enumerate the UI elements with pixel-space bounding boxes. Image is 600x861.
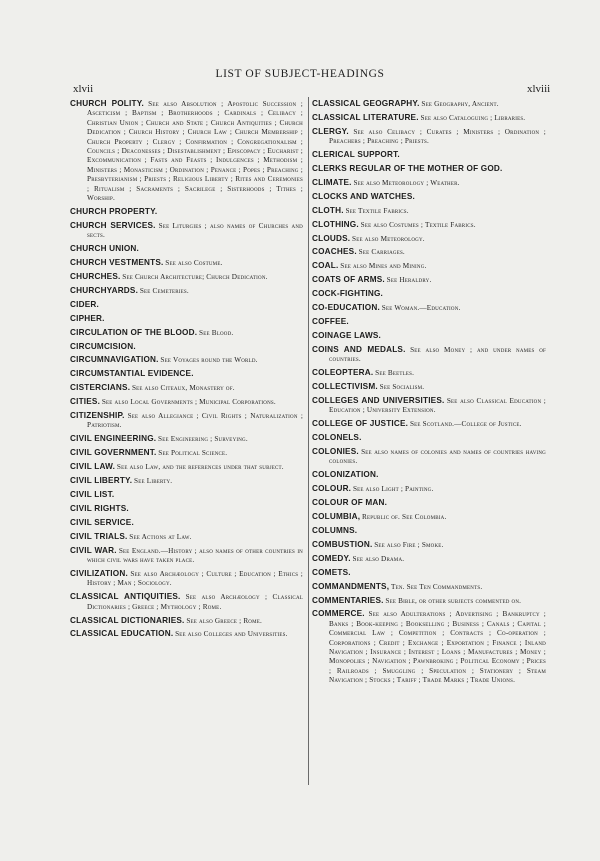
cross-reference: See Actions at Law. [129,532,192,541]
subject-heading: CHURCHYARDS. [70,285,139,295]
subject-heading: COMMENTARIES. [312,595,384,605]
cross-reference: See also Adulterations ; Advertising ; Bankruptcy ; Banks ; Book-keeping ; Bookselling ; Business ; Canals ; Capital ; Commercial Law ; Competition ; Contracts ; Co-operation ; Corporations ; Credit ; Exchange ; Exportation ; Finance ; Inland Navigation ; Insurance ; Interest ; Loans ; Manufactures ; Money ; Monopolies ; Navigation ; Pawnbroking ; Political Economy ; Prices ; Railroads ; Smuggling ; Speculation ; Stationery ; Steam Navigation ; Stocks ; Tariff ; Trade Marks ; Trade Unions. [329,610,547,685]
cross-reference: See Cemeteries. [139,286,189,295]
cross-reference: See also Citeaux, Monastery of. [131,384,235,393]
cross-reference: See Woman.—Education. [381,304,461,313]
subject-heading: CLASSICAL DICTIONARIES. [70,615,185,625]
index-entry [70,99,303,203]
index-entry [312,345,546,365]
subject-heading: CIPHER. [70,313,105,323]
index-entry [312,206,546,216]
subject-heading: CLOUDS. [312,233,351,243]
index-entry [312,609,546,685]
index-entry [70,546,303,566]
cross-reference: See also Money ; and under names of countries. [329,345,547,364]
subject-heading: COLUMNS. [312,526,358,535]
subject-heading: COMMANDMENTS, [312,581,390,591]
index-entry [70,629,303,639]
subject-heading: CHURCH UNION. [70,244,140,254]
subject-heading: COLOUR. [312,484,352,494]
index-entry [70,272,303,282]
cross-reference: See also Law, and the references under that subject. [116,463,284,472]
cross-reference: See also Colleges and Universities. [175,630,288,639]
subject-heading: CLERKS REGULAR OF THE MOTHER OF GOD. [312,164,503,174]
subject-heading: CHURCH SERVICES. [70,220,156,230]
subject-heading: COLONELS. [312,433,362,443]
index-entry [70,616,303,626]
index-entry [70,592,303,612]
subject-heading: CHURCH POLITY. [70,99,144,108]
subject-heading: CHURCHES. [70,272,121,281]
index-entry [312,220,546,230]
cross-reference: See Textile Fabrics. [345,206,409,215]
index-entry [312,447,546,467]
subject-heading: CLOTH. [312,205,344,215]
running-title: LIST OF SUBJECT-HEADINGS [215,68,385,80]
index-entry [312,396,546,416]
subject-heading: CLERICAL SUPPORT. [312,150,400,160]
cross-reference: See England.—History ; also names of other countries in which civil wars have taken place. [87,546,303,565]
column-divider [308,97,309,785]
cross-reference: See also Greece ; Rome. [186,616,263,625]
cross-reference: Ten. See Ten Commandments. [391,582,483,591]
index-entry [70,434,303,444]
cross-reference: See also Costumes ; Textile Fabrics. [360,220,476,229]
cross-reference: See Political Science. [158,449,228,458]
subject-heading: COFFEE. [312,317,349,326]
subject-heading: COLONIZATION. [312,470,379,480]
index-entry [312,512,546,522]
index-entry [312,247,546,257]
index-entry [312,192,546,202]
index-entry [312,99,546,109]
index-entry [312,289,546,299]
index-entry [70,383,303,393]
subject-heading: COINS AND MEDALS. [312,344,406,354]
cross-reference: See Heraldry. [386,276,432,285]
cross-reference: See also Light ; Painting. [352,485,434,494]
cross-reference: See Blood. [199,328,234,337]
subject-heading: CIVIL SERVICE. [70,517,134,527]
subject-heading: CIRCUMNAVIGATION. [70,355,159,365]
cross-reference: See also Meteorology. [352,234,425,243]
page-number-left: xlvii [73,83,94,95]
cross-reference: See Socialism. [379,383,425,392]
index-entry [70,490,303,500]
cross-reference: See also Absolution ; Apostolic Succession ; Asceticism ; Baptism ; Brotherhoods ; Cardinals ; Celibacy ; Christian Union ; Church and State ; Church Antiquities ; Church Dedication ; Church History ; Church Law ; Church Membership ; Church Property ; Clergy ; Confirmation ; Congregationalism ; Councils ; Deaconesses ; Disestablishment ; Episcopacy ; Eucharist ; Excommunication ; Fasts and Feasts ; Indulgences ; Methodism ; Ministers ; Monasticism ; Ordination ; Penance ; Popes ; Preaching ; Presbyterianism ; Priests ; Religious Liberty ; Rites and Ceremonies ; Ritualism ; Sacraments ; Sacrilege ; Sisterhoods ; Tithes ; Worship. [87,100,303,203]
subject-heading: COLOUR OF MAN. [312,498,388,508]
subject-heading: COLUMBIA, [312,512,361,522]
index-entry [312,540,546,550]
index-entry [312,164,546,174]
index-entry [312,582,546,592]
subject-heading: CIVIL WAR. [70,545,117,555]
subject-heading: CLASSICAL ANTIQUITIES. [70,592,181,602]
index-entry [312,554,546,564]
cross-reference: See also names of colonies and names of countries having colonies. [329,448,546,466]
index-entry [70,504,303,514]
cross-reference: See Engineering ; Surveying. [158,435,248,444]
subject-heading: COAL. [312,261,339,271]
index-entry [312,261,546,271]
subject-heading: CIVIL LIBERTY. [70,476,133,486]
index-entry [312,526,546,536]
subject-heading: CIVIL LIST. [70,490,115,499]
index-entry [70,411,303,431]
subject-heading: CIDER. [70,299,99,309]
cross-reference: See Scotland.—College of Justice. [409,420,522,429]
subject-heading: COCK-FIGHTING. [312,289,384,299]
cross-reference: See Liberty. [134,477,173,486]
cross-reference: See Geography, Ancient. [421,100,499,108]
subject-heading: CLIMATE. [312,177,352,187]
cross-reference: See Liturgies ; also names of Churches and sects. [87,221,303,240]
cross-reference: See Carriages. [358,248,405,257]
index-entry [70,258,303,268]
subject-heading: CHURCH PROPERTY. [70,206,158,216]
subject-heading: CHURCH VESTMENTS. [70,258,164,268]
cross-reference: See also Drama. [352,554,405,563]
index-entry [312,303,546,313]
cross-reference: See Beetles. [375,369,415,378]
index-entry [312,498,546,508]
cross-reference: See Bible, or other subjects commented on. [385,596,522,605]
index-entry [312,127,546,147]
subject-heading: CIRCUMCISION. [70,341,136,351]
cross-reference: See also Local Governments ; Municipal Corporations. [101,398,276,407]
subject-heading: COINAGE LAWS. [312,330,382,340]
subject-heading: COLLEGES AND UNIVERSITIES. [312,395,445,405]
subject-heading: CLASSICAL GEOGRAPHY. [312,99,420,108]
subject-heading: COLONIES. [312,447,359,457]
cross-reference: See Voyages round the World. [160,356,258,365]
subject-heading: CLASSICAL LITERATURE. [312,112,419,122]
cross-reference: See Church Architecture; Church Dedication. [122,273,268,281]
page-number-right: xlviii [527,83,551,95]
subject-heading: COMEDY. [312,553,351,563]
index-entry [312,275,546,285]
subject-heading: COMMERCE. [312,609,365,619]
subject-heading: CITIES. [70,397,101,407]
subject-heading: COACHES. [312,247,357,257]
index-entry [312,382,546,392]
index-entry [70,569,303,589]
index-entry [312,113,546,123]
index-entry [312,331,546,341]
index-entry [312,178,546,188]
subject-heading: CIVILIZATION. [70,568,128,578]
subject-heading: COLEOPTERA. [312,368,374,378]
cross-reference: See also Mines and Mining. [340,262,427,271]
index-entry [70,221,303,241]
index-entry [312,596,546,606]
subject-heading: CIVIL LAW. [70,462,116,472]
subject-heading: CIVIL RIGHTS. [70,503,129,513]
subject-heading: CIVIL ENGINEERING. [70,434,157,444]
subject-heading: CLOCKS AND WATCHES. [312,191,415,201]
index-entry [70,397,303,407]
index-entry [70,448,303,458]
index-entry [312,234,546,244]
index-entry [70,286,303,296]
index-entry [312,470,546,480]
cross-reference: See also Cataloguing ; Libraries. [420,113,526,122]
index-entry [70,300,303,310]
index-entry [70,244,303,254]
cross-reference: See also Celibacy ; Curates ; Ministers ; Ordination ; Preachers ; Preaching ; Priests. [329,127,547,146]
subject-heading: COMETS. [312,567,351,577]
subject-heading: COLLECTIVISM. [312,382,378,392]
cross-reference: See also Classical Education ; Education ; University Extension. [329,396,547,415]
subject-heading: CISTERCIANS. [70,383,131,393]
subject-heading: CIRCUMSTANTIAL EVIDENCE. [70,369,194,379]
cross-reference: See also Allegiance ; Civil Rights ; Naturalization ; Patriotism. [87,412,304,430]
left-column [70,99,303,643]
index-entry [312,433,546,443]
cross-reference: See also Archæology ; Culture ; Education ; Ethics ; History ; Man ; Sociology. [87,569,304,588]
subject-heading: CLOTHING. [312,219,359,229]
subject-heading: CO-EDUCATION. [312,303,380,313]
cross-reference: See also Costume. [165,259,223,268]
subject-heading: CIVIL TRIALS. [70,531,128,541]
subject-heading: CIVIL GOVERNMENT. [70,448,157,458]
subject-heading: CITIZENSHIP. [70,411,125,421]
subject-heading: CLASSICAL EDUCATION. [70,629,174,639]
index-entry [312,317,546,327]
cross-reference: See also Meteorology ; Weather. [353,178,460,187]
subject-heading: CLERGY. [312,126,349,136]
index-entry [70,462,303,472]
index-entry [70,369,303,379]
index-entry [312,150,546,160]
index-entry [70,518,303,528]
subject-heading: COATS OF ARMS. [312,275,385,285]
index-entry [312,484,546,494]
subject-heading: CIRCULATION OF THE BLOOD. [70,327,198,337]
index-entry [70,476,303,486]
index-entry [70,342,303,352]
cross-reference: See also Archæology ; Classical Dictionaries ; Greece ; Mythology ; Rome. [87,593,304,611]
cross-reference: Republic of. See Colombia. [362,513,447,522]
subject-heading: COLLEGE OF JUSTICE. [312,419,409,429]
index-entry [70,207,303,217]
cross-reference: See also Fire ; Smoke. [374,540,444,549]
index-entry [312,368,546,378]
index-entry [312,419,546,429]
right-column [312,99,546,689]
index-entry [312,568,546,578]
subject-heading: COMBUSTION. [312,539,373,549]
index-entry [70,532,303,542]
index-entry [70,314,303,324]
index-entry [70,355,303,365]
index-entry [70,328,303,338]
